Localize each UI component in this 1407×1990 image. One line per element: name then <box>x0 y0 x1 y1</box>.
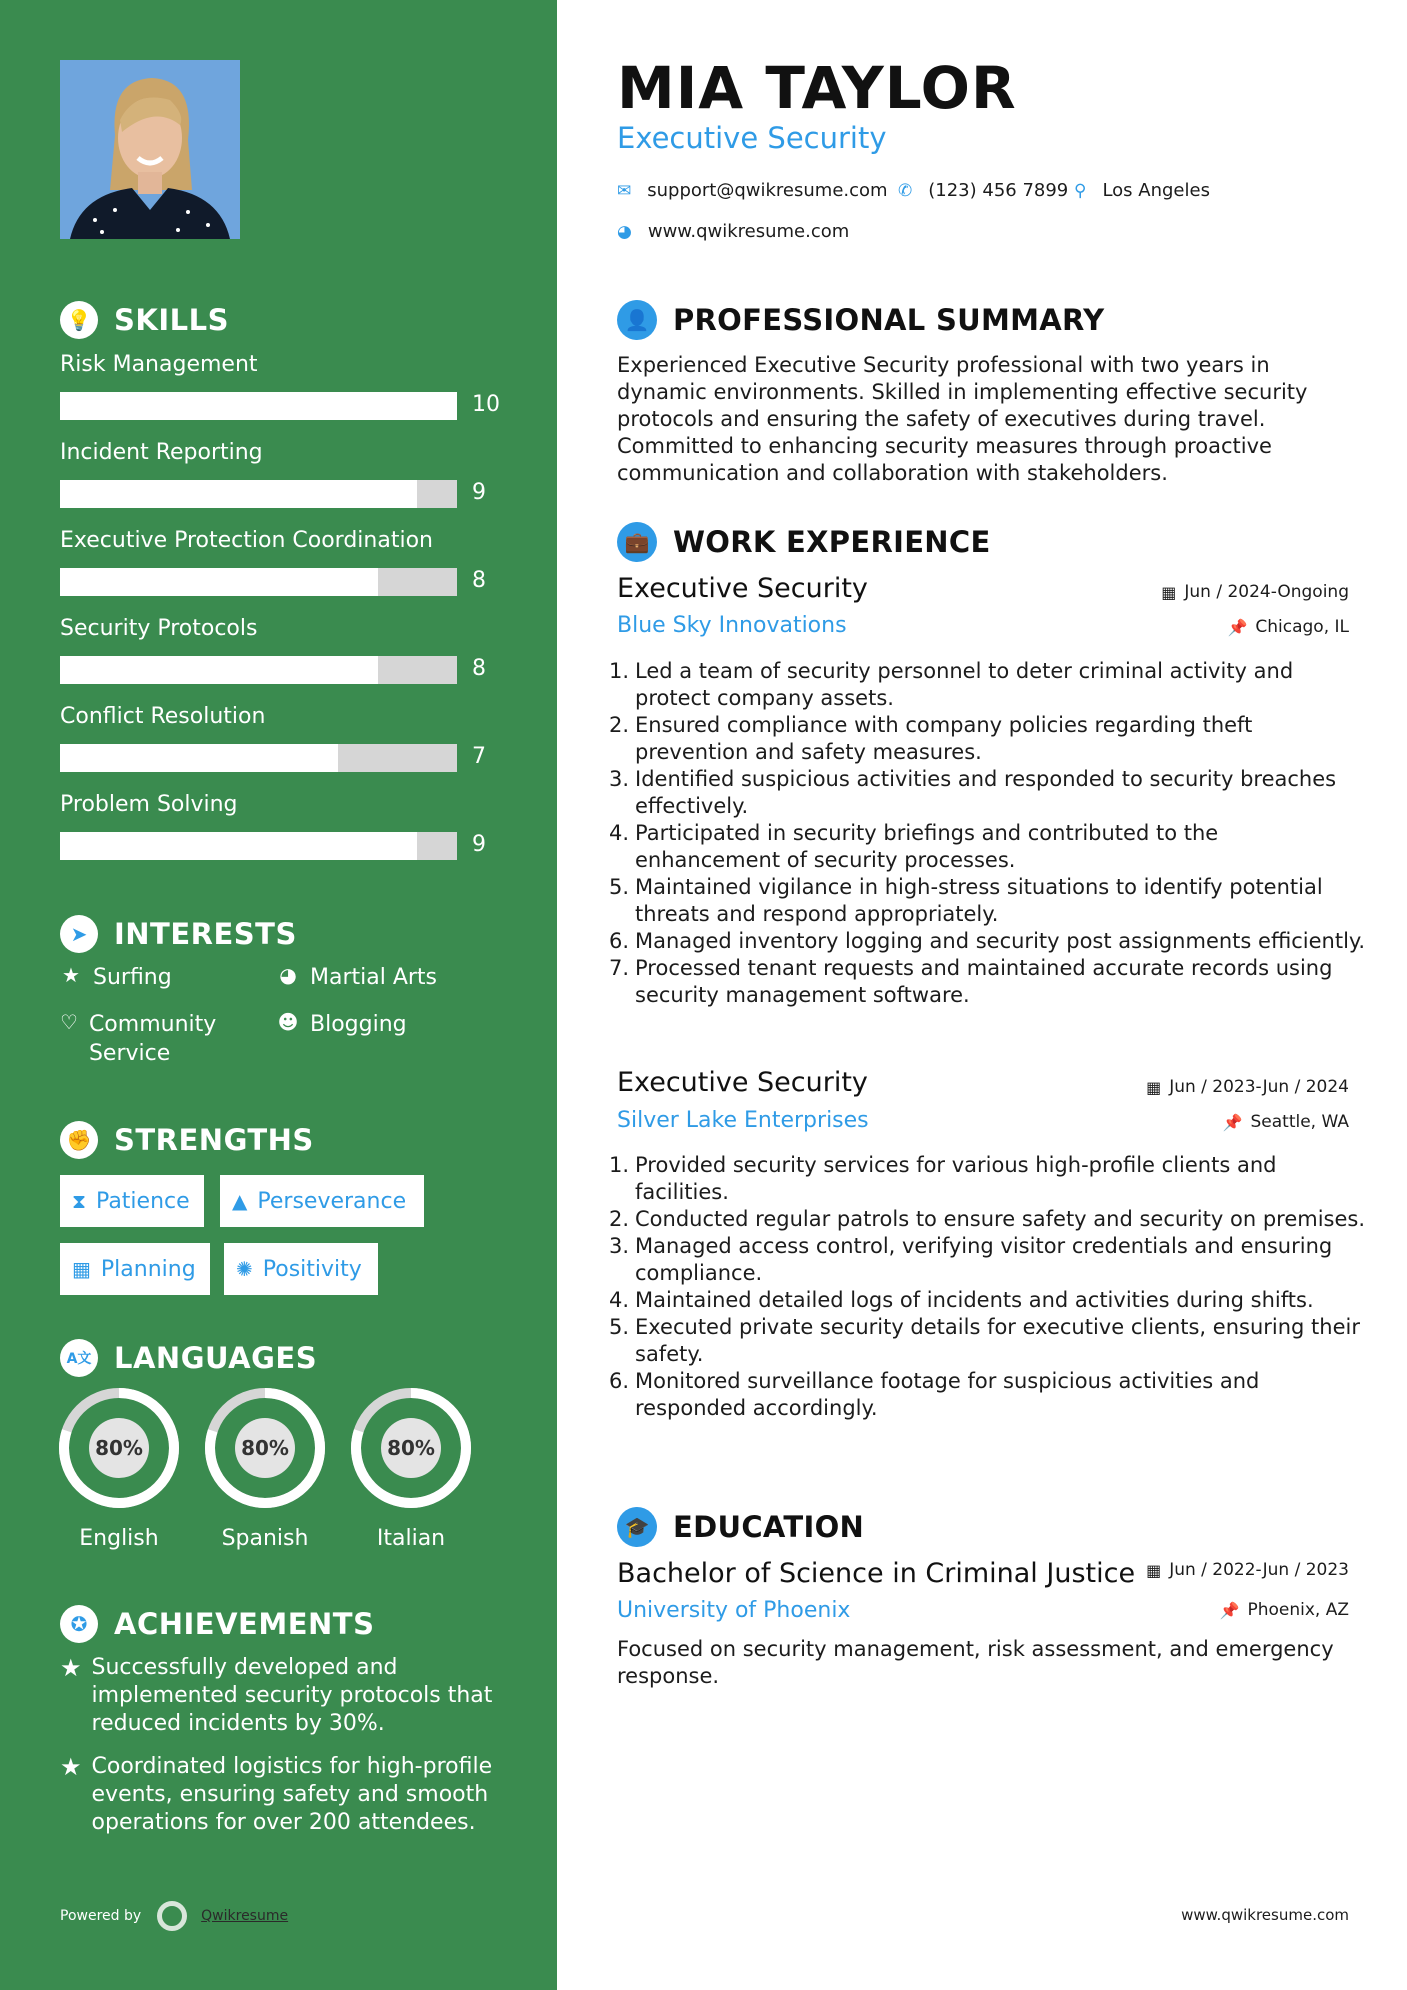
education-dates: ▦ Jun / 2022-Jun / 2023 <box>1146 1560 1349 1580</box>
users-icon: ☻ <box>277 1010 299 1034</box>
degree-title: Bachelor of Science in Criminal Justice <box>617 1558 1136 1589</box>
profile-photo <box>60 60 240 239</box>
skill-bar <box>60 656 457 684</box>
skill-bar <box>60 832 457 860</box>
skill-bar <box>60 744 457 772</box>
contact-phone[interactable]: ✆ (123) 456 7899 <box>898 180 1069 201</box>
job-bullets <box>609 1152 1369 1422</box>
fist-icon: ✊ <box>60 1121 98 1159</box>
education-heading: 🎓 EDUCATION <box>617 1505 864 1549</box>
skill-bar <box>60 480 457 508</box>
user-icon: 👤 <box>617 300 657 340</box>
list-item: 5. Maintained vigilance in high-stress situations to identify potential threats and respond appropriately. <box>609 875 1323 926</box>
interest-item: ◕ Martial Arts <box>277 963 437 992</box>
candidate-title: Executive Security <box>617 121 887 155</box>
languages-heading: A文 LANGUAGES <box>60 1336 317 1380</box>
skill-value: 7 <box>472 744 486 769</box>
job-title: Executive Security <box>617 1067 868 1098</box>
list-item: 6. Monitored surveillance footage for suspicious activities and responded accordingly. <box>609 1369 1260 1420</box>
skill-bar <box>60 392 457 420</box>
skill-name: Risk Management <box>60 352 258 377</box>
phone-icon: ✆ <box>898 180 913 201</box>
language-ring <box>203 1386 327 1510</box>
powered-by-label: Powered by <box>60 1908 142 1924</box>
skill-value: 8 <box>472 656 486 681</box>
list-item: 7. Processed tenant requests and maintained accurate records using security management software. <box>609 956 1333 1007</box>
map-pin-icon: ⚲ <box>1074 180 1087 201</box>
contact-email[interactable]: ✉ support@qwikresume.com <box>617 180 888 201</box>
language-percent: 80% <box>241 1436 289 1460</box>
list-item: 2. Conducted regular patrols to ensure safety and security on premises. <box>609 1207 1366 1231</box>
shooting-star-icon: ★ <box>60 1753 82 1781</box>
job-company: Blue Sky Innovations <box>617 613 847 638</box>
list-item: 3. Identified suspicious activities and responded to security breaches effectively. <box>609 767 1337 818</box>
language-item <box>203 1386 327 1551</box>
school-name: University of Phoenix <box>617 1598 851 1623</box>
job-location: 📌 Chicago, IL <box>1227 617 1349 637</box>
language-name: English <box>79 1526 159 1551</box>
list-item: 2. Ensured compliance with company policies regarding theft prevention and safety measures. <box>609 713 1253 764</box>
job-title: Executive Security <box>617 573 868 604</box>
interest-item: ☻ Blogging <box>277 1010 407 1037</box>
globe-icon: ◕ <box>617 221 632 242</box>
pin-icon: 📌 <box>1219 1600 1240 1620</box>
graduation-cap-icon: 🎓 <box>617 1507 657 1547</box>
skill-value: 9 <box>472 480 486 505</box>
interests-heading: ➤ INTERESTS <box>60 912 297 956</box>
experience-heading: 💼 WORK EXPERIENCE <box>617 520 991 564</box>
summary-text: Experienced Executive Security professional with two years in dynamic environments. Skilled in implementing effective security protocols and ensuring the safety of executives during travel. Committed to enhancing security measures through proactive communication and collaboration with stakeholders. <box>617 353 1308 485</box>
handshake-icon: ♡ <box>60 1010 78 1034</box>
language-ring <box>57 1386 181 1510</box>
powered-by <box>60 1901 288 1931</box>
list-item: 1. Led a team of security personnel to deter criminal activity and protect company assets. <box>609 659 1294 710</box>
job-company: Silver Lake Enterprises <box>617 1108 869 1133</box>
skill-bar <box>60 568 457 596</box>
language-item <box>349 1386 473 1551</box>
hourglass-icon: ⧗ <box>72 1189 87 1213</box>
skill-name: Executive Protection Coordination <box>60 528 433 553</box>
skill-name: Problem Solving <box>60 792 238 817</box>
language-percent: 80% <box>387 1436 435 1460</box>
skills-heading: 💡 SKILLS <box>60 298 229 342</box>
language-name: Italian <box>376 1526 446 1551</box>
footer-website[interactable]: www.qwikresume.com <box>1181 1906 1349 1924</box>
strength-badge: ▦ Planning <box>60 1243 210 1295</box>
interest-item: ♡ Community Service <box>60 1010 217 1066</box>
strength-badge: ✺ Positivity <box>224 1243 378 1295</box>
calendar-icon: ▦ <box>1146 1077 1162 1097</box>
interest-item: ★ Surfing <box>60 963 172 992</box>
road-icon: ▲ <box>232 1189 248 1213</box>
education-location: 📌 Phoenix, AZ <box>1219 1600 1349 1620</box>
qwikresume-link[interactable]: Qwikresume <box>201 1908 289 1924</box>
pin-icon: 📌 <box>1227 617 1248 637</box>
globe-icon: ◕ <box>279 963 297 987</box>
job-location: 📌 Seattle, WA <box>1222 1112 1349 1132</box>
strength-badge: ▲ Perseverance <box>220 1175 424 1227</box>
job-bullets <box>609 658 1369 1009</box>
calendar-icon: ▦ <box>1161 582 1177 602</box>
strengths-heading: ✊ STRENGTHS <box>60 1118 314 1162</box>
skill-name: Incident Reporting <box>60 440 263 465</box>
achievement-item: ★ Coordinated logistics for high-profile events, ensuring safety and smooth operations for over 200 attendees. <box>60 1753 493 1835</box>
list-item: 5. Executed private security details for executive clients, ensuring their safety. <box>609 1315 1360 1366</box>
briefcase-icon: 💼 <box>617 522 657 562</box>
summary-heading: 👤 PROFESSIONAL SUMMARY <box>617 298 1104 342</box>
skill-value: 9 <box>472 832 486 857</box>
skill-value: 10 <box>472 392 500 417</box>
skill-name: Conflict Resolution <box>60 704 266 729</box>
list-item: 4. Participated in security briefings and contributed to the enhancement of security processes. <box>609 821 1219 872</box>
skill-name: Security Protocols <box>60 616 258 641</box>
job-dates: ▦ Jun / 2023-Jun / 2024 <box>1146 1077 1349 1097</box>
shooting-star-icon: ★ <box>60 1654 82 1682</box>
translate-icon: A文 <box>60 1339 98 1377</box>
achievement-item: ★ Successfully developed and implemented security protocols that reduced incidents by 30%. <box>60 1654 493 1736</box>
pin-icon: 📌 <box>1222 1112 1243 1132</box>
sidebar <box>0 0 557 1990</box>
language-percent: 80% <box>95 1436 143 1460</box>
candidate-name: MIA TAYLOR <box>617 54 1017 122</box>
list-item: 1. Provided security services for various high-profile clients and facilities. <box>609 1153 1277 1204</box>
list-item: 3. Managed access control, verifying visitor credentials and ensuring compliance. <box>609 1234 1333 1285</box>
education-description: Focused on security management, risk assessment, and emergency response. <box>617 1637 1334 1688</box>
contact-location: ⚲ Los Angeles <box>1074 180 1210 201</box>
list-item: 6. Managed inventory logging and security post assignments efficiently. <box>609 929 1366 953</box>
achievements-heading: ✪ ACHIEVEMENTS <box>60 1602 374 1646</box>
job-dates: ▦ Jun / 2024-Ongoing <box>1161 582 1349 602</box>
paper-plane-icon: ➤ <box>60 915 98 953</box>
calendar-icon: ▦ <box>72 1257 91 1281</box>
language-item <box>57 1386 181 1551</box>
qwikresume-logo-icon <box>157 1901 187 1931</box>
language-name: Spanish <box>221 1526 309 1551</box>
contact-website[interactable]: ◕ www.qwikresume.com <box>617 221 850 242</box>
calendar-icon: ▦ <box>1146 1560 1162 1580</box>
language-ring <box>349 1386 473 1510</box>
envelope-icon: ✉ <box>617 180 632 201</box>
award-star-icon: ✪ <box>60 1605 98 1643</box>
list-item: 4. Maintained detailed logs of incidents and activities during shifts. <box>609 1288 1314 1312</box>
sun-icon: ✺ <box>236 1257 253 1281</box>
lightbulb-icon: 💡 <box>60 301 98 339</box>
strength-badge: ⧗ Patience <box>60 1175 204 1227</box>
star-icon: ★ <box>62 963 80 987</box>
skill-value: 8 <box>472 568 486 593</box>
